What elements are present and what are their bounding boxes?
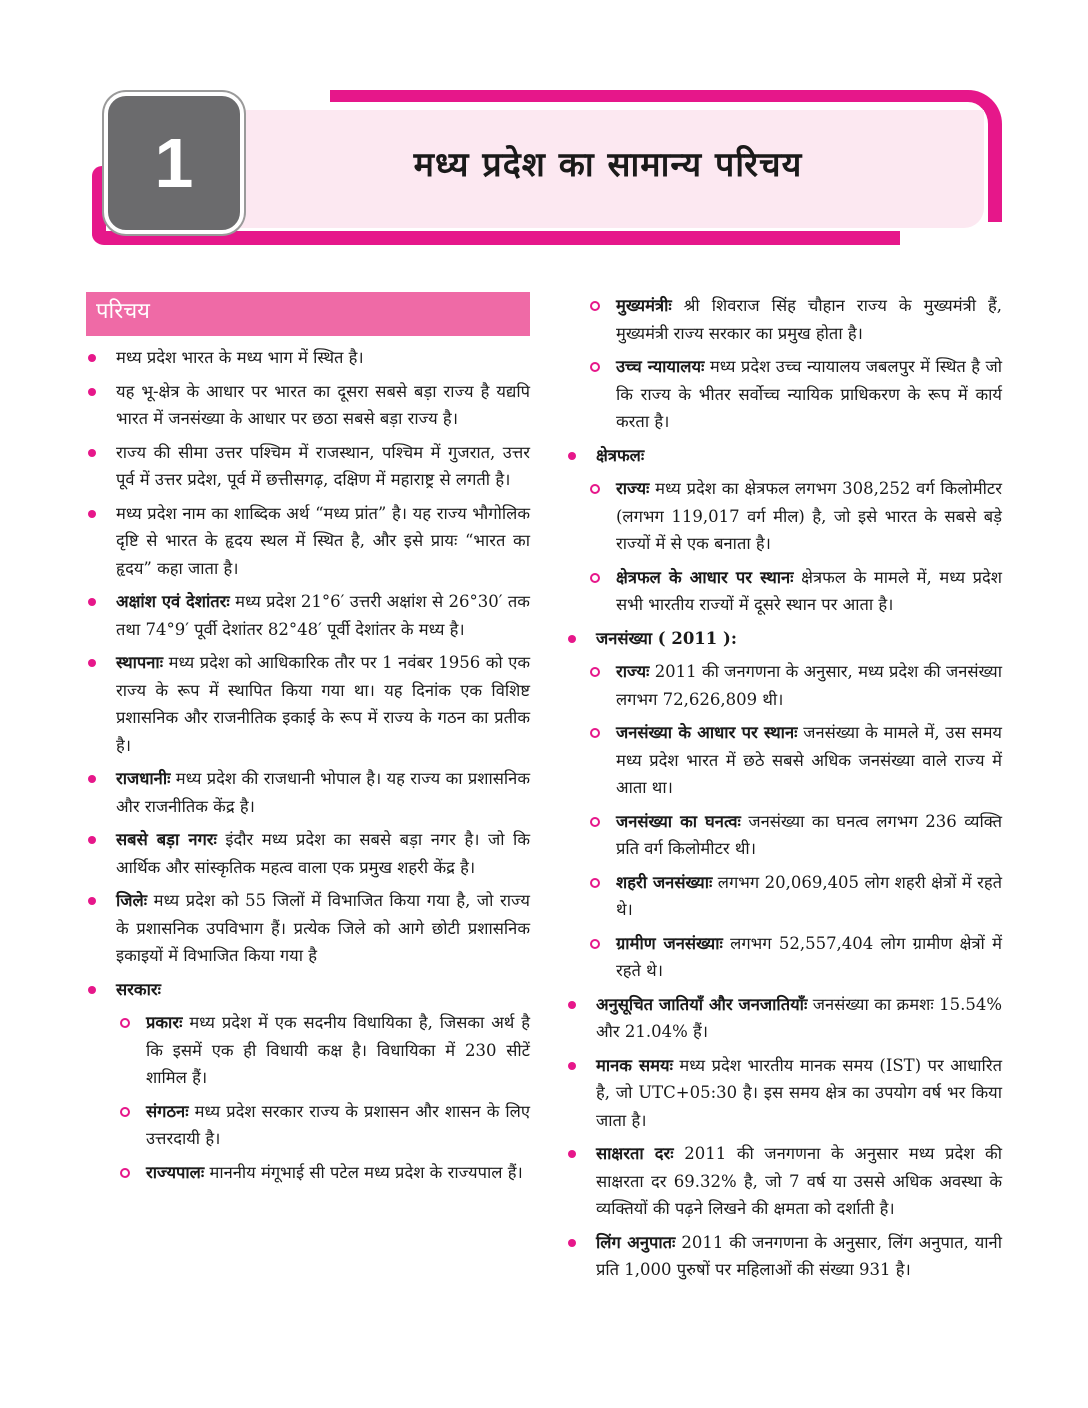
item-text: यह भू-क्षेत्र के आधार पर भारत का दूसरा सबसे बड़ा राज्य है यद्यपि भारत में जनसंख्या के आधार पर छठा सबसे बड़ा राज्य है। <box>116 381 530 428</box>
bullet-icon <box>88 897 96 905</box>
ring-bullet-icon <box>590 362 600 372</box>
ring-bullet-icon <box>120 1018 130 1028</box>
item-label: मानक समयः <box>596 1055 673 1075</box>
item-label: सरकारः <box>116 979 161 999</box>
sub-text: जनसंख्या के मामले में, उस समय मध्य प्रदेश भारत में छठे सबसे अधिक जनसंख्या वाले राज्य में आता था। <box>616 723 1003 797</box>
list-item <box>566 1229 1002 1284</box>
item-label: लिंग अनुपातः <box>596 1232 676 1252</box>
item-label: साक्षरता दरः <box>596 1144 674 1163</box>
sub-text: मध्य प्रदेश में एक सदनीय विधायिका है, जिसका अर्थ है कि इसमें एक ही विधायी कक्ष है। विधायिका में 230 सीटें शामिल हैं। <box>146 1013 530 1087</box>
item-text: मध्य प्रदेश भारतीय मानक समय (IST) पर आधारित है, जो UTC+05:30 है। इस समय क्षेत्र का उपयोग वर्ष भर किया जाता है। <box>596 1055 1002 1130</box>
sub-item <box>586 930 1002 985</box>
sub-label: जनसंख्या के आधार पर स्थानः <box>616 723 798 742</box>
sub-item <box>586 353 1002 436</box>
ring-bullet-icon <box>120 1107 130 1117</box>
item-text: मध्य प्रदेश की राजधानी भोपाल है। यह राज्य का प्रशासनिक और राजनीतिक केंद्र है। <box>116 769 531 816</box>
list-item-government <box>86 976 530 1004</box>
list-item <box>86 344 530 372</box>
item-label: जनसंख्या ( 2011 ): <box>596 628 737 648</box>
section-heading: परिचय <box>86 292 530 336</box>
item-label: क्षेत्रफलः <box>596 445 645 465</box>
item-text: राज्य की सीमा उत्तर पश्चिम में राजस्थान, पश्चिम में गुजरात, उत्तर पूर्व में उत्तर प्रदेश, पूर्व में छत्तीसगढ़, दक्षिण में महाराष्ट्र से लगती है। <box>116 442 530 489</box>
sub-text: 2011 की जनगणना के अनुसार, मध्य प्रदेश की जनसंख्या लगभग 72,626,809 थी। <box>616 662 1002 709</box>
government-sublist <box>116 1009 530 1186</box>
list-item <box>86 439 530 494</box>
bullet-icon <box>568 452 576 460</box>
list-item <box>86 649 530 759</box>
left-column <box>86 292 530 1192</box>
bullet-icon <box>88 986 96 994</box>
sub-text: मध्य प्रदेश उच्च न्यायालय जबलपुर में स्थित है जो कि राज्य के भीतर सर्वोच्च न्यायिक प्राधिकरण के रूप में कार्य करता है। <box>616 357 1003 431</box>
sub-text: जनसंख्या का घनत्व लगभग 236 व्यक्ति प्रति वर्ग किलोमीटर थी। <box>616 811 1002 858</box>
sub-text: मध्य प्रदेश सरकार राज्य के प्रशासन और शासन के लिए उत्तरदायी है। <box>146 1101 530 1148</box>
bullet-icon <box>88 510 96 518</box>
list-item <box>86 378 530 433</box>
ring-bullet-icon <box>590 301 600 311</box>
list-item <box>86 887 530 970</box>
sub-text: मध्य प्रदेश का क्षेत्रफल लगभग 308,252 वर्ग किलोमीटर (लगभग 119,017 वर्ग मील) है, जो इसे भारत के सबसे बड़े राज्यों में से एक बनाता है। <box>616 479 1002 553</box>
sub-item <box>586 658 1002 713</box>
list-item <box>566 1140 1002 1223</box>
sub-label: संगठनः <box>146 1101 189 1121</box>
right-column <box>566 292 1002 1290</box>
list-item <box>566 991 1002 1046</box>
bullet-icon <box>88 354 96 362</box>
list-item <box>86 826 530 881</box>
sub-label: राज्यपालः <box>146 1162 205 1182</box>
item-label: अक्षांश एवं देशांतरः <box>116 592 230 611</box>
bullet-icon <box>568 1150 576 1158</box>
bullet-icon <box>88 836 96 844</box>
bullet-icon <box>568 635 576 643</box>
item-text: 2011 की जनगणना के अनुसार मध्य प्रदेश की साक्षरता दर 69.32% है, जो 7 वर्ष या उससे अधिक अवस्था के व्यक्तियों की पढ़ने लिखने की क्षमता को दर्शाती है। <box>596 1144 1002 1218</box>
item-text: जनसंख्या का क्रमशः 15.54% और 21.04% हैं। <box>596 994 1002 1041</box>
item-text: मध्य प्रदेश 21°6′ उत्तरी अक्षांश से 26°30′ तक तथा 74°9′ पूर्वी देशांतर 82°48′ पूर्वी देशांतर के मध्य है। <box>116 592 530 639</box>
item-label: सबसे बड़ा नगरः <box>116 830 217 849</box>
chapter-number: 1 <box>154 124 194 202</box>
bullet-icon <box>568 1062 576 1070</box>
sub-label: राज्यः <box>616 662 650 681</box>
list-item <box>86 765 530 820</box>
item-label: स्थापनाः <box>116 653 164 672</box>
sub-item <box>586 869 1002 924</box>
list-item <box>566 1052 1002 1135</box>
bullet-icon <box>568 1239 576 1247</box>
sub-item <box>116 1159 530 1187</box>
sub-item <box>586 564 1002 619</box>
ring-bullet-icon <box>590 667 600 677</box>
ring-bullet-icon <box>590 573 600 583</box>
item-text: मध्य प्रदेश भारत के मध्य भाग में स्थित है। <box>116 348 364 367</box>
sub-text: लगभग 52,557,404 लोग ग्रामीण क्षेत्रों में रहते थे। <box>616 933 1002 980</box>
item-label: जिलेः <box>116 891 148 910</box>
item-text: मध्य प्रदेश को 55 जिलों में विभाजित किया गया है, जो राज्य के प्रशासनिक उपविभाग हैं। प्रत्येक जिले को आगे छोटी प्रशासनिक इकाइयों में विभाजित किया गया है <box>116 891 530 965</box>
item-label: अनुसूचित जातियाँ और जनजातियाँः <box>596 994 808 1014</box>
sub-label: क्षेत्रफल के आधार पर स्थानः <box>616 567 794 587</box>
list-item-area <box>566 442 1002 470</box>
item-label: राजधानीः <box>116 769 171 788</box>
bullet-icon <box>88 388 96 396</box>
sub-label: ग्रामीण जनसंख्याः <box>616 933 723 953</box>
government-sublist-continued <box>586 292 1002 436</box>
sub-label: उच्च न्यायालयः <box>616 357 705 376</box>
ring-bullet-icon <box>590 728 600 738</box>
ring-bullet-icon <box>590 817 600 827</box>
sub-item <box>586 292 1002 347</box>
sub-label: राज्यः <box>616 479 650 498</box>
bullet-icon <box>88 775 96 783</box>
list-item-population <box>566 625 1002 653</box>
bullet-icon <box>88 659 96 667</box>
item-text: मध्य प्रदेश नाम का शाब्दिक अर्थ “मध्य प्रांत” है। यह राज्य भौगोलिक दृष्टि से भारत के हृदय स्थल में स्थित है, और इसे प्रायः “भारत का हृदय” कहा जाता है। <box>116 503 530 578</box>
sub-text: माननीय मंगूभाई सी पटेल मध्य प्रदेश के राज्यपाल हैं। <box>209 1162 523 1182</box>
sub-label: प्रकारः <box>146 1013 183 1032</box>
sub-item <box>586 808 1002 863</box>
sub-text: क्षेत्रफल के मामले में, मध्य प्रदेश सभी भारतीय राज्यों में दूसरे स्थान पर आता है। <box>616 567 1003 614</box>
area-sublist <box>586 475 1002 619</box>
chapter-title: मध्य प्रदेश का सामान्य परिचय <box>413 145 803 185</box>
sub-text: लगभग 20,069,405 लोग शहरी क्षेत्रों में रहते थे। <box>616 872 1002 919</box>
item-text: इंदौर मध्य प्रदेश का सबसे बड़ा नगर है। जो कि आर्थिक और सांस्कृतिक महत्व वाला एक प्रमुख शहरी केंद्र है। <box>116 830 530 877</box>
item-text: मध्य प्रदेश को आधिकारिक तौर पर 1 नवंबर 1956 को एक राज्य के रूप में स्थापित किया गया था। यह दिनांक एक विशिष्ट प्रशासनिक और राजनीतिक इकाई के रूप में राज्य के गठन का प्रतीक है। <box>116 653 530 755</box>
bullet-icon <box>88 449 96 457</box>
sub-item <box>586 475 1002 558</box>
sub-item <box>586 719 1002 802</box>
bullet-icon <box>568 1001 576 1009</box>
bullet-icon <box>88 598 96 606</box>
list-item <box>86 500 530 583</box>
item-text: 2011 की जनगणना के अनुसार, लिंग अनुपात, यानी प्रति 1,000 पुरुषों पर महिलाओं की संख्या 931 है। <box>596 1232 1002 1279</box>
ring-bullet-icon <box>590 939 600 949</box>
population-sublist <box>586 658 1002 985</box>
ring-bullet-icon <box>120 1168 130 1178</box>
sub-label: जनसंख्या का घनत्वः <box>616 811 741 831</box>
ring-bullet-icon <box>590 878 600 888</box>
list-item <box>86 588 530 643</box>
ring-bullet-icon <box>590 484 600 494</box>
sub-item <box>116 1009 530 1092</box>
sub-label: शहरी जनसंख्याः <box>616 872 713 892</box>
sub-text: श्री शिवराज सिंह चौहान राज्य के मुख्यमंत्री हैं, मुख्यमंत्री राज्य सरकार का प्रमुख होता है। <box>616 296 1003 343</box>
sub-item <box>116 1098 530 1153</box>
sub-label: मुख्यमंत्रीः <box>616 296 672 315</box>
chapter-number-badge <box>104 92 244 234</box>
